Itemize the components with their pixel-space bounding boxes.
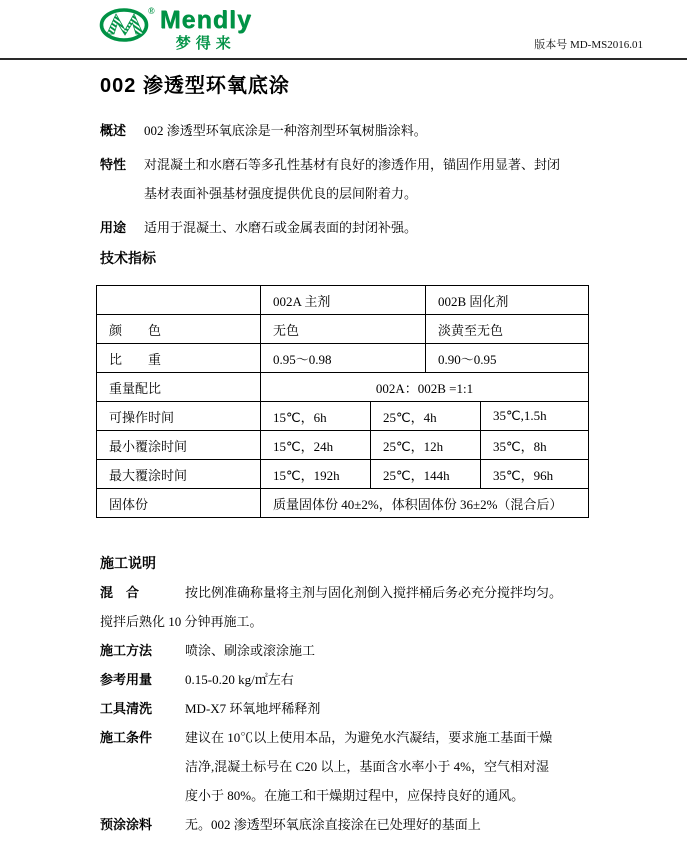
- registered-trademark-icon: ®: [148, 6, 155, 16]
- table-cell: 15℃，192h: [261, 460, 371, 489]
- table-cell: 颜 色: [97, 315, 261, 344]
- table-cell: 25℃，12h: [371, 431, 481, 460]
- table-cell: 002B 固化剂: [426, 286, 589, 315]
- features-text: 对混凝土和水磨石等多孔性基材有良好的渗透作用，锚固作用显著、封闭基材表面补强基材强度提供优良的层间附着力。: [144, 157, 561, 201]
- table-cell: 比 重: [97, 344, 261, 373]
- table-cell: 35℃，96h: [481, 460, 589, 489]
- method-text: 喷涂、刷涂或滚涂施工: [185, 643, 316, 658]
- table-cell: 可操作时间: [97, 402, 261, 431]
- table-cell: 固体份: [97, 489, 261, 518]
- overview-label: 概述: [100, 123, 127, 138]
- table-row-header: [97, 286, 589, 315]
- table-cell: 25℃，144h: [371, 460, 481, 489]
- mixing-text: 按比例准确称量将主剂与固化剂倒入搅拌桶后务必充分搅拌均匀。: [185, 585, 563, 600]
- table-cell: 0.90～0.95: [426, 344, 589, 373]
- brand-name-en: Mendly: [159, 6, 252, 34]
- page-header: [0, 0, 687, 60]
- table-row-specific-gravity: [97, 344, 589, 373]
- table-row-min-recoat: [97, 431, 589, 460]
- conditions-text: 建议在 10℃以上使用本品，为避免水汽凝结，要求施工基面干燥洁净,混凝土标号在 C20 以上，基面含水率小于 4%，空气相对湿度小于 80%。在施工和干燥期过程中，应保持良好的通风。: [185, 730, 553, 803]
- cleaning-label: 工具清洗: [100, 701, 153, 716]
- construction-heading: 施工说明: [100, 555, 156, 571]
- table-cell: 25℃，4h: [371, 402, 481, 431]
- table-cell: 0.95～0.98: [261, 344, 426, 373]
- mendly-ellipse-m-icon: [99, 7, 151, 43]
- overview-text: 002 渗透型环氧底涂是一种溶剂型环氧树脂涂料。: [144, 123, 427, 138]
- table-cell: 002A 主剂: [261, 286, 426, 315]
- dosage-text: 0.15-0.20 kg/㎡左右: [185, 672, 294, 687]
- table-cell: 35℃，8h: [481, 431, 589, 460]
- table-cell: 15℃，24h: [261, 431, 371, 460]
- usage-paragraph: [100, 213, 687, 242]
- table-row-mix-ratio: [97, 373, 589, 402]
- tech-specs-table: [96, 285, 589, 518]
- table-row-solids: [97, 489, 589, 518]
- conditions-item: [100, 723, 687, 810]
- precoat-text: 无。002 渗透型环氧底涂直接涂在已处理好的基面上: [185, 817, 481, 832]
- features-paragraph: [100, 150, 687, 208]
- table-cell: 最小覆涂时间: [97, 431, 261, 460]
- version-number: 版本号 MD-MS2016.01: [534, 39, 643, 51]
- brand-name-cn: 梦得来: [175, 35, 236, 52]
- table-cell: 无色: [261, 315, 426, 344]
- precoat-label: 预涂涂料: [100, 817, 153, 832]
- table-cell: 15℃，6h: [261, 402, 371, 431]
- table-row-color: [97, 315, 589, 344]
- brand-text: [159, 6, 252, 53]
- conditions-label: 施工条件: [100, 730, 153, 745]
- table-cell: 002A：002B =1:1: [261, 373, 589, 402]
- overview-paragraph: [100, 116, 687, 145]
- brand-logo: [99, 7, 252, 53]
- tech-specs-heading: 技术指标: [100, 250, 156, 266]
- page-title: 002 渗透型环氧底涂: [100, 75, 290, 97]
- table-cell: 35℃,1.5h: [481, 402, 589, 431]
- dosage-item: [100, 665, 687, 694]
- table-row-max-recoat: [97, 460, 589, 489]
- usage-text: 适用于混凝土、水磨石或金属表面的封闭补强。: [144, 220, 418, 235]
- mixing-item: [100, 578, 687, 607]
- table-cell: 重量配比: [97, 373, 261, 402]
- mixing-label: 混 合: [100, 585, 140, 600]
- table-cell: 质量固体份 40±2%，体积固体份 36±2%（混合后）: [261, 489, 589, 518]
- cleaning-item: [100, 694, 687, 723]
- table-cell: [97, 286, 261, 315]
- dosage-label: 参考用量: [100, 672, 153, 687]
- cleaning-text: MD-X7 环氧地坪稀释剂: [185, 701, 321, 716]
- usage-label: 用途: [100, 220, 127, 235]
- table-cell: 最大覆涂时间: [97, 460, 261, 489]
- precoat-item: [100, 810, 687, 839]
- table-cell: 淡黄至无色: [426, 315, 589, 344]
- table-row-pot-life: [97, 402, 589, 431]
- mixing-continuation-text: 搅拌后熟化 10 分钟再施工。: [100, 614, 263, 629]
- features-label: 特性: [100, 157, 127, 172]
- method-label: 施工方法: [100, 643, 153, 658]
- method-item: [100, 636, 687, 665]
